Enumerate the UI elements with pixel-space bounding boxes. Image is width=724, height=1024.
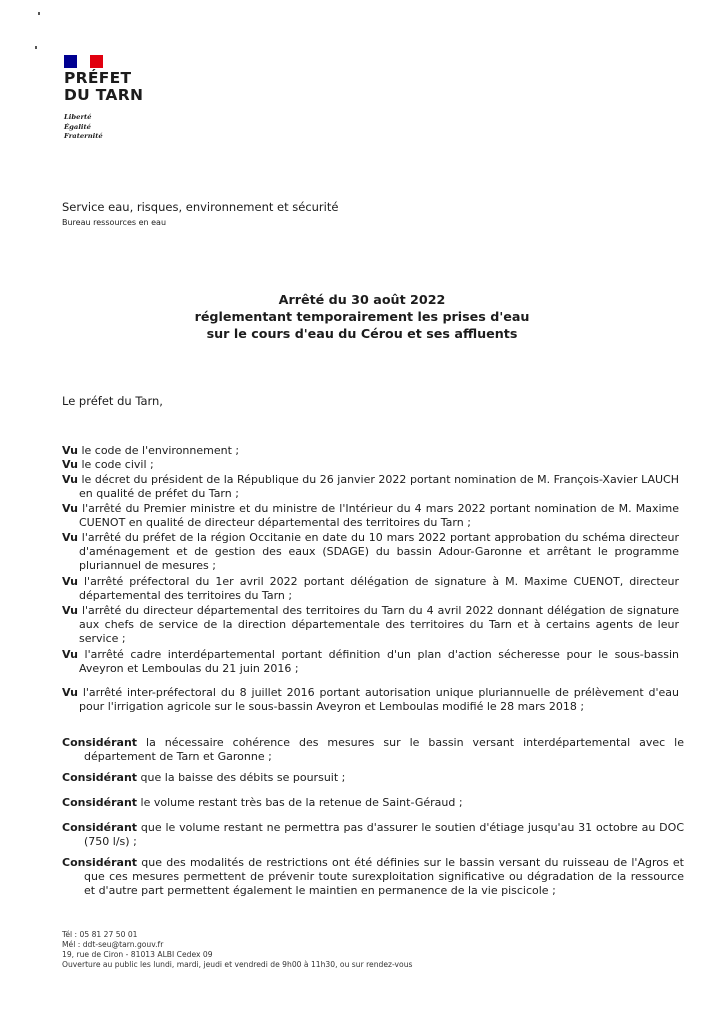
footer-hours: Ouverture au public les lundi, mardi, jeudi et vendredi de 9h00 à 11h30, ou sur rendez-vous — [62, 960, 413, 969]
vu-item: Vu le décret du président de la République du 26 janvier 2022 portant nomination de M. François-Xavier LAUCH en qualité de préfet du Tarn ; — [62, 473, 679, 500]
vu-item: Vu l'arrêté inter-préfectoral du 8 juillet 2016 portant autorisation unique pluriannuelle de prélèvement d'eau pour l'irrigation agricole sur le sous-bassin Aveyron et Lemboulas modifié le 28 mars 2018 ; — [62, 686, 679, 713]
french-flag-logo — [64, 55, 103, 68]
vu-item: Vu l'arrêté du préfet de la région Occitanie en date du 10 mars 2022 portant approbation du schéma directeur d'aménagement et de gestion des eaux (SDAGE) du bassin Adour-Garonne et arrêtant le programme pluriannuel de mesures ; — [62, 531, 679, 572]
footer-contact — [62, 930, 412, 970]
footer-email: Mél : ddt-seu@tarn.gouv.fr — [62, 940, 164, 949]
vu-item: Vu l'arrêté du Premier ministre et du ministre de l'Intérieur du 4 mars 2022 portant nomination de M. Maxime CUENOT en qualité de directeur départemental des territoires du Tarn ; — [62, 502, 679, 529]
title-line-3: sur le cours d'eau du Cérou et ses affluents — [206, 326, 518, 341]
vu-item: Vu le code civil ; — [62, 458, 154, 471]
bureau-name: Bureau ressources en eau — [62, 218, 167, 227]
title-line-2: réglementant temporairement les prises d'eau — [194, 309, 530, 324]
motto-liberte: Liberté — [64, 113, 92, 121]
motto-fraternite: Fraternité — [64, 132, 103, 140]
republic-motto — [64, 113, 103, 142]
prefecture-line-1: PRÉFET — [64, 69, 132, 87]
considerant-item: Considérant le volume restant très bas de la retenue de Saint-Géraud ; — [62, 796, 463, 809]
service-name: Service eau, risques, environnement et sécurité — [62, 200, 339, 214]
title-line-1: Arrêté du 30 août 2022 — [278, 292, 446, 307]
scan-mark — [38, 12, 40, 15]
considerant-item: Considérant que le volume restant ne permettra pas d'assurer le soutien d'étiage jusqu'au 31 octobre au DOC (750 l/s) ; — [62, 821, 684, 848]
scan-mark — [35, 46, 37, 49]
vu-item: Vu l'arrêté cadre interdépartemental portant définition d'un plan d'action sécheresse pour le sous-bassin Aveyron et Lemboulas du 21 juin 2016 ; — [62, 648, 679, 675]
considerant-item: Considérant la nécessaire cohérence des mesures sur le bassin versant interdépartemental avec le département de Tarn et Garonne ; — [62, 736, 684, 763]
footer-address: 19, rue de Ciron - 81013 ALBI Cedex 09 — [62, 950, 213, 959]
prefecture-line-2: DU TARN — [64, 86, 144, 104]
prefecture-name — [64, 70, 143, 104]
considerant-item: Considérant que la baisse des débits se poursuit ; — [62, 771, 346, 784]
vu-item: Vu l'arrêté du directeur départemental des territoires du Tarn du 4 avril 2022 donnant délégation de signature aux chefs de service de la direction départementale des territoires du Tarn et à certains agents de leur service ; — [62, 604, 679, 645]
footer-phone: Tél : 05 81 27 50 01 — [62, 930, 138, 939]
motto-egalite: Égalité — [64, 122, 91, 131]
vu-item: Vu le code de l'environnement ; — [62, 444, 240, 457]
vu-item: Vu l'arrêté préfectoral du 1er avril 2022 portant délégation de signature à M. Maxime CUENOT, directeur départemental des territoires du Tarn ; — [62, 575, 679, 602]
document-title — [0, 291, 724, 342]
considerant-item: Considérant que des modalités de restrictions ont été définies sur le bassin versant du ruisseau de l'Agros et que ces mesures permettent de prévenir toute surexploitation significative ou dégradation de la ressource et d'autre part permettent également le maintien en permanence de la vie piscicole ; — [62, 856, 684, 897]
intro-text: Le préfet du Tarn, — [62, 394, 163, 408]
